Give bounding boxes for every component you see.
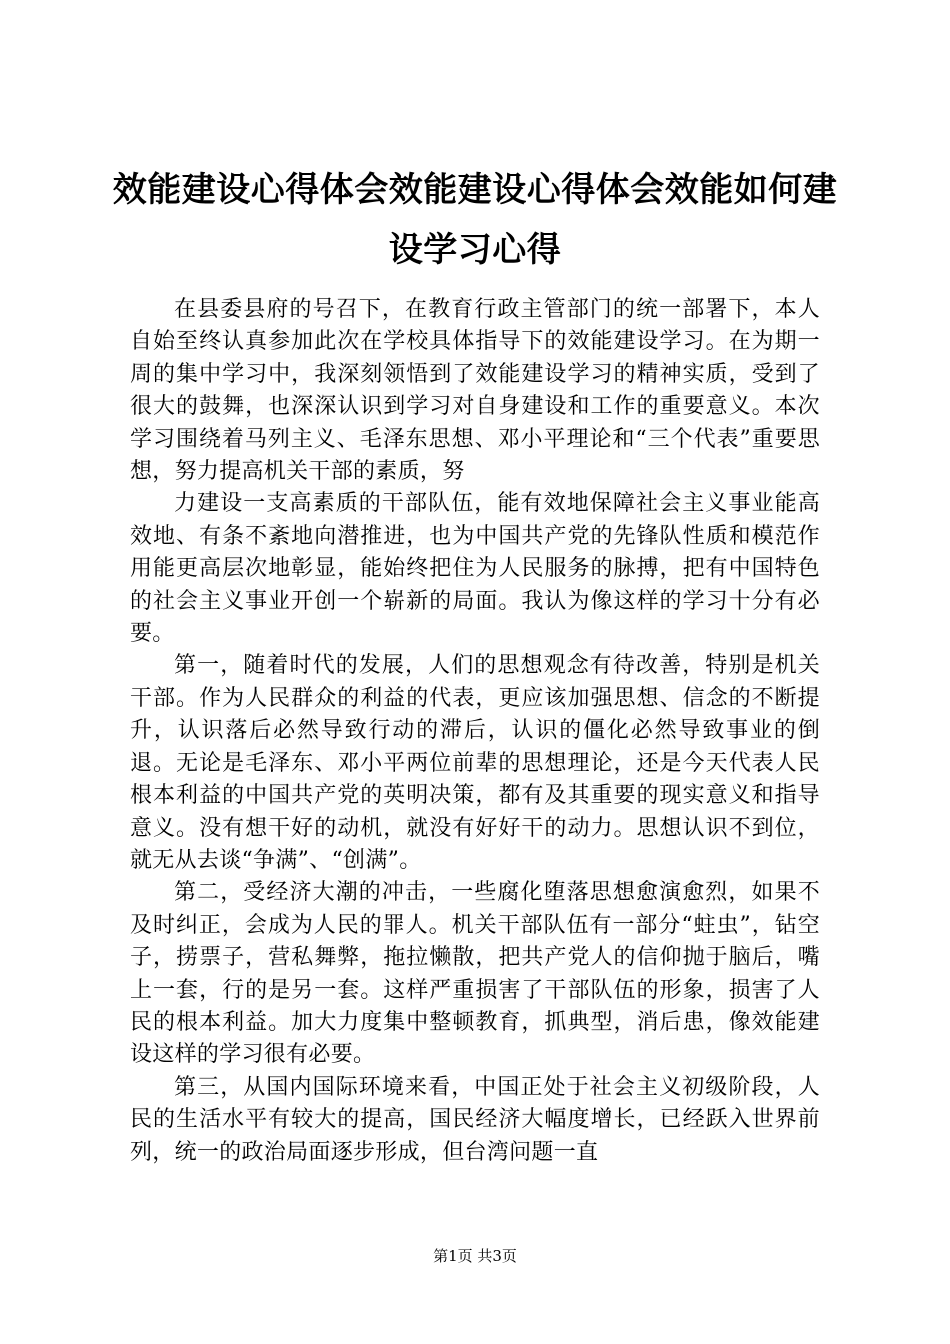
paragraph: 第三，从国内国际环境来看，中国正处于社会主义初级阶段，人民的生活水平有较大的提高，国民经济大幅度增长，已经跃入世界前列，统一的政治局面逐步形成，但台湾问题一直 [130,1074,820,1165]
paragraph: 在县委县府的号召下，在教育行政主管部门的统一部署下，本人自始至终认真参加此次在学校具体指导下的效能建设学习。在为期一周的集中学习中，我深刻领悟到了效能建设学习的精神实质，受到了很大的鼓舞，也深深认识到学习对自身建设和工作的重要意义。本次学习围绕着马列主义、毛泽东思想、邓小平理论和“三个代表”重要思想，努力提高机关干部的素质，努 [130,297,820,485]
document-body [130,294,820,1169]
page-footer: 第1页 共3页 [433,1247,517,1265]
document-title: 效能建设心得体会效能建设心得体会效能如何建设学习心得 [112,170,838,270]
paragraph: 第一，随着时代的发展，人们的思想观念有待改善，特别是机关干部。作为人民群众的利益的代表，更应该加强思想、信念的不断提升，认识落后必然导致行动的滞后，认识的僵化必然导致事业的倒退。无论是毛泽东、邓小平两位前辈的思想理论，还是今天代表人民根本利益的中国共产党的英明决策，都有及其重要的现实意义和指导意义。没有想干好的动机，就没有好好干的动力。思想认识不到位，就无从去谈“争满”、“创满”。 [130,653,820,873]
paragraph: 力建设一支高素质的干部队伍，能有效地保障社会主义事业能高效地、有条不紊地向潜推进，也为中国共产党的先锋队性质和模范作用能更高层次地彰显，能始终把住为人民服务的脉搏，把有中国特色的社会主义事业开创一个崭新的局面。我认为像这样的学习十分有必要。 [130,491,820,647]
paragraph: 第二，受经济大潮的冲击，一些腐化堕落思想愈演愈烈，如果不及时纠正，会成为人民的罪人。机关干部队伍有一部分“蛀虫”，钻空子，捞票子，营私舞弊，拖拉懒散，把共产党人的信仰抛于脑后，嘴上一套，行的是另一套。这样严重损害了干部队伍的形象，损害了人民的根本利益。加大力度集中整顿教育，抓典型，消后患，像效能建设这样的学习很有必要。 [130,880,820,1068]
